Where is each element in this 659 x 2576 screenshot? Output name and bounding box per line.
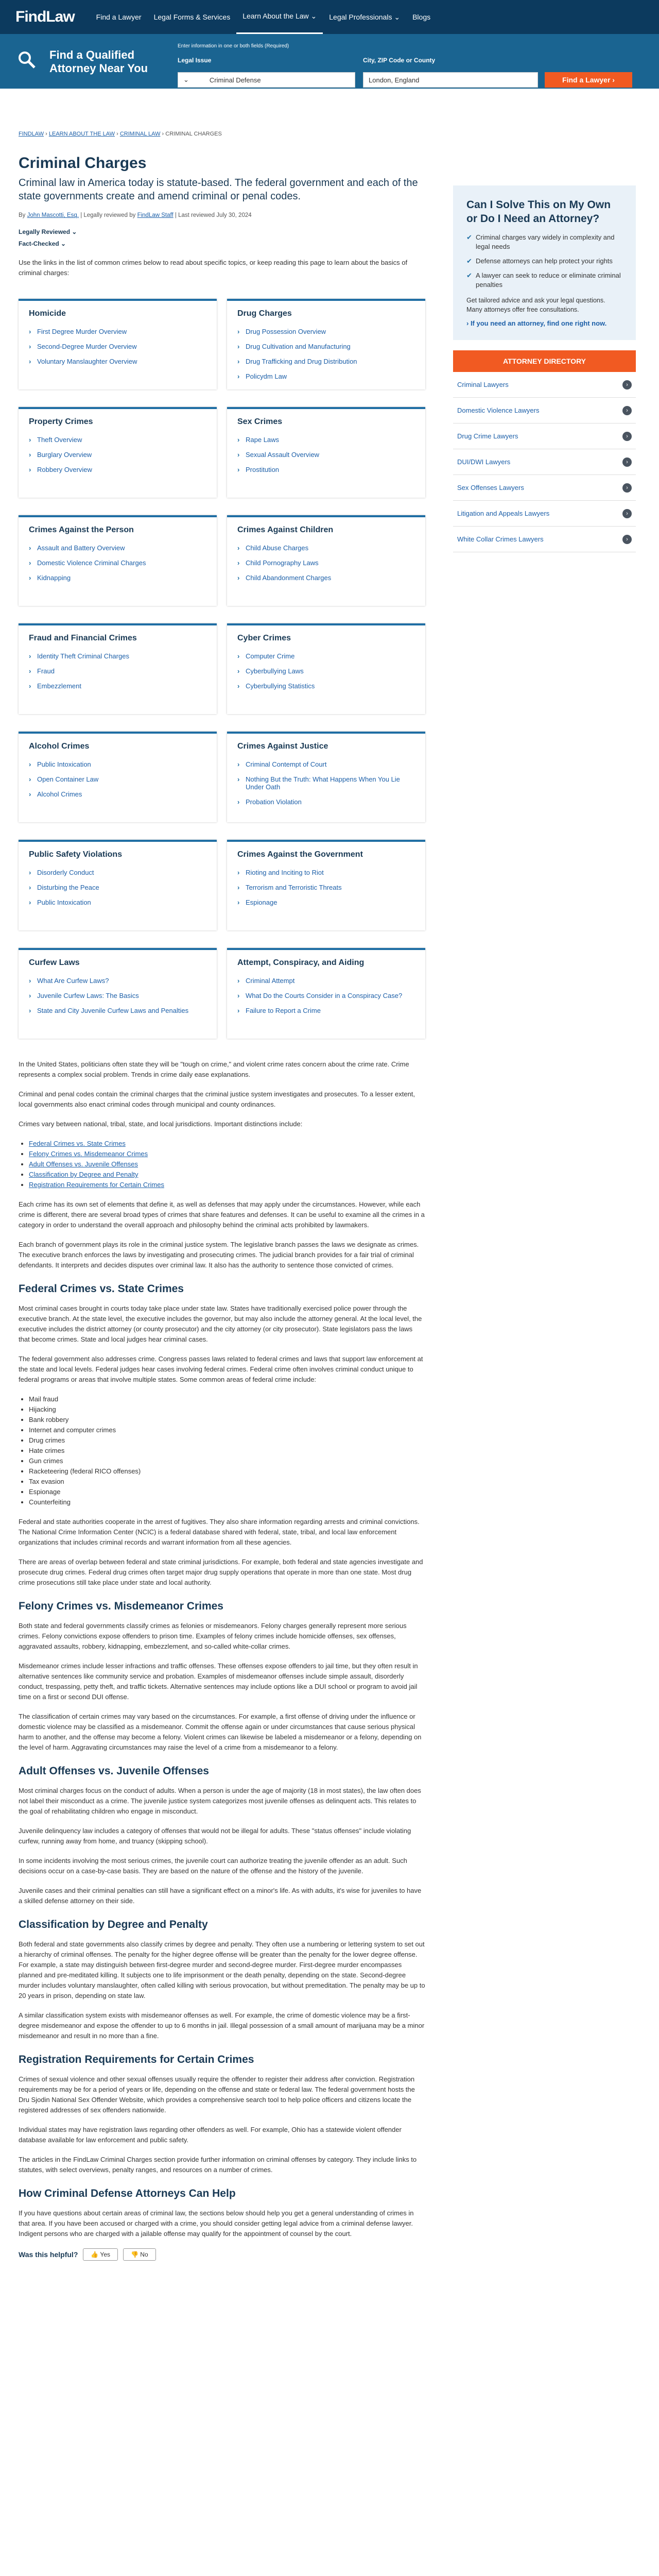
category-link[interactable]: Public Intoxication	[37, 760, 91, 768]
category-link[interactable]: Domestic Violence Criminal Charges	[37, 559, 146, 567]
nav-find-lawyer[interactable]: Find a Lawyer	[96, 13, 142, 21]
category-link[interactable]: Public Intoxication	[37, 899, 91, 906]
category-link[interactable]: Theft Overview	[37, 436, 82, 444]
list-item: • Drug crimes	[29, 1435, 425, 1446]
attorney-directory-list	[453, 372, 636, 552]
category-card	[227, 732, 425, 822]
list-item	[237, 343, 415, 350]
list-item	[29, 559, 206, 567]
category-link[interactable]: Probation Violation	[246, 798, 302, 806]
list-item: • Espionage	[29, 1487, 425, 1497]
list-item: • Bank robbery	[29, 1415, 425, 1425]
category-title: Curfew Laws	[29, 958, 80, 967]
category-link[interactable]: Identity Theft Criminal Charges	[37, 652, 129, 660]
paragraph: Criminal and penal codes contain the criminal charges that the criminal justice system investigates and prosecutes. To a lesser extent, local governments also enact criminal codes through municipal and county ordinances.	[19, 1090, 415, 1108]
paragraph: There are areas of overlap between federal and state criminal jurisdictions. For example, both federal and state agencies investigate and prosecute drug crimes. Federal drug crimes often target major drug supply operations that operate in more than one state. Most drug crime prosecutions still take place under state and local authority.	[19, 1558, 423, 1586]
thumbs-up-button[interactable]: 👍 Yes	[83, 2248, 118, 2261]
chevron-right-icon: ›	[622, 483, 632, 493]
location-label: City, ZIP Code or County	[363, 57, 436, 64]
toc-link[interactable]: Adult Offenses vs. Juvenile Offenses	[29, 1160, 138, 1168]
category-title: Public Safety Violations	[29, 850, 123, 859]
category-links	[29, 652, 206, 690]
category-title: Drug Charges	[237, 309, 292, 318]
paragraph: Both federal and state governments also classify crimes by degree and penalty. They often use a numbering or lettering system to set out a hierarchy of criminal offenses. The penalty for the higher degree offense will be greater than the penalty for the lower degree offense. For example, a state may distinguish between first-degree murder and second-degree murder. First-degree murder encompasses planned and pre-meditated killing. It subjects one to life imprisonment or the death penalty, depending on the state. Second-degree murder includes voluntary manslaughter, often called killing with serious provocation, but without premeditation. The penalty may be up to 20 years in prison, depending on state law.	[19, 1940, 425, 1999]
category-links	[237, 328, 415, 380]
chevron-right-icon: ›	[622, 380, 632, 389]
list-item	[237, 466, 415, 473]
category-card	[227, 299, 425, 389]
nav-legal-professionals[interactable]: Legal Professionals ⌄	[329, 12, 401, 21]
category-links	[237, 544, 415, 582]
category-card	[19, 407, 217, 498]
list-item	[237, 682, 415, 690]
list-item	[237, 977, 415, 985]
category-link[interactable]: Nothing But the Truth: What Happens When You Lie Under Oath	[246, 775, 400, 791]
paragraph: The articles in the FindLaw Criminal Charges section provide further information on criminal offenses by category. They include links to statutes, with select overviews, penalty ranges, and resources on a number of crimes.	[19, 2156, 417, 2174]
category-card	[19, 623, 217, 714]
main-nav	[90, 0, 437, 34]
list-item: • Racketeering (federal RICO offenses)	[29, 1466, 425, 1477]
directory-link[interactable]: DUI/DWI Lawyers	[457, 458, 511, 466]
list-item	[237, 559, 415, 567]
category-link[interactable]: What Are Curfew Laws?	[37, 977, 109, 985]
list-item: • Hijacking	[29, 1404, 425, 1415]
category-title: Homicide	[29, 309, 66, 318]
category-card	[19, 732, 217, 822]
breadcrumb-learn[interactable]: LEARN ABOUT THE LAW	[48, 131, 115, 137]
feedback-question: Was this helpful?	[19, 2250, 78, 2259]
category-links	[29, 544, 206, 582]
nav-blogs[interactable]: Blogs	[412, 13, 431, 21]
byline-prefix: By	[19, 212, 26, 218]
category-card	[227, 948, 425, 1039]
paragraph: Each branch of government plays its role in the criminal justice system. The legislative branch passes the laws we designate as crimes. The executive branch enforces the laws by investigating and prosecuting crimes. The judicial branch provides for a fair trial of criminal defendants. It interprets and decides disputes over criminal law. It also has the authority to sentence those convicted of crimes.	[19, 1241, 419, 1269]
list-item	[237, 436, 415, 444]
category-links	[29, 328, 206, 365]
paragraph: The classification of certain crimes may vary based on the circumstances. For example, a first offense of driving under the influence or domestic violence may be classified as a misdemeanor. Commit the offense again or under circumstances that cause serious physical harm to another, and the offense may become a felony. Violent crimes can likewise be labeled a misdemeanor or a felony, depending on the level of harm. Aggravating circumstances may raise the level of a crime from a misdemeanor to a felony.	[19, 1713, 422, 1751]
category-link[interactable]: Drug Cultivation and Manufacturing	[246, 343, 351, 350]
category-links	[29, 869, 206, 906]
list-item	[237, 544, 415, 552]
banner-help-text: Enter information in one or both fields (Required)	[178, 43, 289, 49]
paragraph: If you have questions about certain areas of criminal law, the sections below should help you get a general understanding of crimes in that area. If you have been accused or charged with a crime, you should consider getting legal advice from a criminal defense lawyer. Indigent persons who are charged with a jailable offense may qualify for the appointment of counsel by the court.	[19, 2209, 414, 2238]
section-heading: Registration Requirements for Certain Crimes	[19, 2054, 254, 2065]
category-card	[19, 299, 217, 389]
fact-checked-toggle[interactable]: Fact-Checked ⌄	[19, 240, 66, 247]
directory-link[interactable]: Domestic Violence Lawyers	[457, 406, 540, 414]
author-link[interactable]: John Mascotti, Esq.	[27, 212, 79, 218]
list-item	[237, 372, 415, 380]
category-link[interactable]: Kidnapping	[37, 574, 71, 582]
list-item	[237, 667, 415, 675]
category-link[interactable]: Alcohol Crimes	[37, 790, 82, 798]
category-link[interactable]: Criminal Attempt	[246, 977, 295, 985]
attorney-directory-heading: ATTORNEY DIRECTORY	[453, 350, 636, 372]
breadcrumb-findlaw[interactable]: FINDLAW	[19, 131, 44, 137]
list-item	[29, 328, 206, 335]
category-title: Crimes Against Children	[237, 526, 334, 534]
page-title: Criminal Charges	[19, 155, 147, 172]
check-item: ✔ Criminal charges vary widely in complexity and legal needs	[466, 233, 622, 251]
category-card	[227, 515, 425, 606]
chevron-down-icon: ⌄	[183, 76, 189, 83]
paragraph: Juvenile delinquency law includes a category of offenses that would not be illegal for adults. These "status offenses" include violating curfew, running away from home, and truancy (skipping school).	[19, 1827, 411, 1845]
list-item	[29, 869, 206, 876]
paragraph: The federal government also addresses crime. Congress passes laws related to federal crimes and laws that support law enforcement at the state and local levels. Federal judges hear cases involving federal crimes. Federal crime often involves criminal conduct unique to federal programs or areas that involve multiple states. Some common areas of federal crime include:	[19, 1355, 423, 1383]
category-title: Sex Crimes	[237, 417, 283, 426]
check-item: ✔ Defense attorneys can help protect your rights	[466, 257, 622, 266]
list-item	[237, 798, 415, 806]
list-item	[29, 343, 206, 350]
category-link[interactable]: Fraud	[37, 667, 55, 675]
category-link[interactable]: Second-Degree Murder Overview	[37, 343, 137, 350]
category-link[interactable]: Rioting and Inciting to Riot	[246, 869, 324, 876]
list-item	[237, 451, 415, 459]
directory-item[interactable]	[453, 475, 636, 501]
list-item	[29, 574, 206, 582]
legal-issue-select[interactable]	[178, 72, 355, 88]
category-card	[227, 840, 425, 930]
list-item	[29, 884, 206, 891]
list-item	[237, 358, 415, 365]
list-item	[237, 574, 415, 582]
category-link[interactable]: Policydm Law	[246, 372, 287, 380]
category-links	[237, 760, 415, 806]
section-heading: Felony Crimes vs. Misdemeanor Crimes	[19, 1600, 223, 1612]
find-attorney-link[interactable]: › If you need an attorney, find one right now.	[466, 319, 607, 327]
paragraph: A similar classification system exists with misdemeanor offenses as well. For example, the crime of domestic violence may be a first-degree misdemeanor and expose the offender to up to 6 months in jail. Illegal possession of a small amount of marijuana may be a minor misdemeanor and result in no more than a fine.	[19, 2011, 425, 2040]
category-link[interactable]: Robbery Overview	[37, 466, 92, 473]
category-links	[237, 436, 415, 473]
legally-reviewed-toggle[interactable]: Legally Reviewed ⌄	[19, 228, 77, 235]
paragraph: Misdemeanor crimes include lesser infractions and traffic offenses. These offenses expose offenders to jail time, but they often result in alternative sentences like community service and probation. Examples of misdemeanor offenses include simple assault, disorderly conduct, trespassing, petty theft, and traffic tickets. Alternative sentences may include options like a DUI school or program to avoid jail time on a first or second DUI offense.	[19, 1662, 418, 1701]
category-link[interactable]: Open Container Law	[37, 775, 99, 783]
check-item: ✔ A lawyer can seek to reduce or eliminate criminal penalties	[466, 271, 622, 290]
list-item	[237, 899, 415, 906]
thumbs-down-button[interactable]: 👎 No	[123, 2248, 156, 2261]
list-item	[29, 790, 206, 798]
breadcrumb-criminal-law[interactable]: CRIMINAL LAW	[119, 131, 161, 137]
paragraph: Crimes of sexual violence and other sexual offenses usually require the offender to register their address after conviction. Registration requirements may be for a period of years or life, depending on the offense and state or federal law. The federal government hosts the Dru Sjodin National Sex Offender Website, which provides a comprehensive search tool to help police officers and citizens locate the registered addresses of sex offenders nationwide.	[19, 2075, 415, 2114]
category-card	[19, 515, 217, 606]
section-heading: Classification by Degree and Penalty	[19, 1919, 208, 1930]
list-item	[237, 1007, 415, 1014]
category-links	[29, 977, 206, 1014]
sidebar	[453, 185, 636, 552]
category-link[interactable]: Cyberbullying Laws	[246, 667, 304, 675]
category-links	[29, 760, 206, 798]
article-body	[19, 1059, 425, 2261]
directory-item[interactable]	[453, 372, 636, 398]
search-icon	[18, 50, 36, 69]
category-link[interactable]: Voluntary Manslaughter Overview	[37, 358, 137, 365]
list-item	[29, 466, 206, 473]
category-link[interactable]: Drug Trafficking and Drug Distribution	[246, 358, 357, 365]
category-title: Crimes Against the Person	[29, 526, 134, 534]
category-link[interactable]: Child Abandonment Charges	[246, 574, 332, 582]
category-link[interactable]: Disturbing the Peace	[37, 884, 99, 891]
list-item	[237, 992, 415, 999]
location-input[interactable]: London, England	[363, 72, 538, 88]
directory-link[interactable]: White Collar Crimes Lawyers	[457, 535, 544, 543]
breadcrumb: FINDLAW › LEARN ABOUT THE LAW › CRIMINAL LAW › CRIMINAL CHARGES	[19, 131, 222, 137]
chevron-right-icon: ›	[622, 457, 632, 467]
byline	[19, 212, 425, 218]
list-item: • Tax evasion	[29, 1477, 425, 1487]
category-link[interactable]: Child Pornography Laws	[246, 559, 319, 567]
list-item	[237, 775, 415, 791]
paragraph: Both state and federal governments classify crimes as felonies or misdemeanors. Felony charges generally represent more serious crimes. Felony convictions expose offenders to prison time. Examples of felony crimes include homicide offenses, sex offenses, aggravated assaults, robbery, kidnapping, embezzlement, and so-called white-collar crimes.	[19, 1622, 407, 1650]
paragraph: Most criminal cases brought in courts today take place under state law. States have traditionally exercised police power through the executive branch. At the state level, the executive includes the governor, but may also include the attorney general. At the local level, the executive includes the district attorney (or county prosecutor) and the city attorney (or city prosecutor). State legislators pass the laws that become crimes. State and local judges hear criminal cases.	[19, 1304, 422, 1343]
list-item: • Internet and computer crimes	[29, 1425, 425, 1435]
category-links	[237, 652, 415, 690]
paragraph: Federal and state authorities cooperate in the arrest of fugitives. They also share information regarding arrests and criminal convictions. The National Crime Information Center (NCIC) is a federal database shared with federal, state, tribal, and local law enforcement organizations that includes criminal records and warrant information from all these agencies.	[19, 1518, 420, 1546]
article-lead: Criminal law in America today is statute-based. The federal government and each of the state governments create and amend criminal or penal codes.	[19, 177, 418, 202]
self-help-box	[453, 185, 636, 340]
directory-item[interactable]	[453, 423, 636, 449]
category-link[interactable]: Burglary Overview	[37, 451, 92, 459]
chevron-right-icon: ›	[622, 432, 632, 441]
list-item	[29, 682, 206, 690]
list-item: • Hate crimes	[29, 1446, 425, 1456]
reviewer-link[interactable]: FindLaw Staff	[137, 212, 174, 218]
byline-mid: | Legally reviewed by	[80, 212, 136, 218]
category-title: Crimes Against the Government	[237, 850, 363, 859]
category-card	[19, 948, 217, 1039]
list-item	[29, 544, 206, 552]
category-links	[29, 436, 206, 473]
chevron-right-icon: ›	[622, 535, 632, 544]
paragraph: In the United States, politicians often state they will be "tough on crime," and violent crime rates concern about the crime rate. Crime represents a complex social problem. Trends in crime daily ease explanations.	[19, 1060, 409, 1078]
paragraph: Each crime has its own set of elements that define it, as well as defenses that may apply under the circumstances. However, while each crime is different, there are several broad types of crimes that share features and defenses. It can be useful to examine all the crimes in a category in order to understand the overall approach and philosophy behind the criminal acts prohibited by lawmakers.	[19, 1200, 425, 1229]
category-title: Cyber Crimes	[237, 634, 291, 642]
list-item: • Counterfeiting	[29, 1497, 425, 1507]
list-item	[29, 1007, 206, 1014]
list-item	[237, 884, 415, 891]
directory-item[interactable]	[453, 527, 636, 552]
directory-item[interactable]	[453, 398, 636, 423]
paragraph: Individual states may have registration laws regarding other offenders as well. For example, Ohio has a statewide violent offender database available for law enforcement and public safety.	[19, 2126, 402, 2144]
legal-issue-label: Legal Issue	[178, 57, 212, 64]
list-item	[29, 436, 206, 444]
list-item	[237, 760, 415, 768]
findlaw-logo[interactable]: FindLaw	[15, 8, 75, 25]
federal-crimes-list	[29, 1394, 425, 1507]
byline-date: | Last reviewed July 30, 2024	[175, 212, 252, 218]
list-item	[29, 667, 206, 675]
legal-issue-value: Criminal Defense	[209, 76, 261, 84]
category-link[interactable]: Sexual Assault Overview	[246, 451, 320, 459]
directory-item[interactable]	[453, 449, 636, 475]
crime-category-grid	[19, 299, 425, 1039]
list-item	[237, 328, 415, 335]
category-card	[227, 407, 425, 498]
directory-link[interactable]: Sex Offenses Lawyers	[457, 484, 524, 492]
list-item	[29, 358, 206, 365]
category-links	[237, 869, 415, 906]
category-link[interactable]: Prostitution	[246, 466, 280, 473]
category-title: Fraud and Financial Crimes	[29, 634, 137, 642]
list-item	[29, 652, 206, 660]
directory-link[interactable]: Drug Crime Lawyers	[457, 432, 518, 440]
list-item	[29, 760, 206, 768]
list-item	[29, 899, 206, 906]
list-item	[237, 869, 415, 876]
article	[19, 155, 425, 2261]
category-link[interactable]: What Do the Courts Consider in a Conspiracy Case?	[246, 992, 403, 999]
nav-legal-forms[interactable]: Legal Forms & Services	[153, 13, 231, 21]
directory-link[interactable]: Litigation and Appeals Lawyers	[457, 510, 550, 517]
category-link[interactable]: Child Abuse Charges	[246, 544, 309, 552]
category-links	[237, 977, 415, 1014]
feedback-widget	[19, 2248, 425, 2261]
category-card	[227, 623, 425, 714]
chevron-right-icon: ›	[622, 509, 632, 518]
category-title: Attempt, Conspiracy, and Aiding	[237, 958, 365, 967]
nav-learn-law[interactable]: Learn About the Law ⌄	[236, 0, 323, 34]
toc-link[interactable]: Classification by Degree and Penalty	[29, 1171, 138, 1178]
category-title: Property Crimes	[29, 417, 93, 426]
paragraph: In some incidents involving the most serious crimes, the juvenile court can authorize treating the juvenile offender as an adult. Such decisions occur on a case-by-case basis. They are based on the nature of the offense and the history of the juvenile.	[19, 1857, 407, 1875]
category-link[interactable]: Disorderly Conduct	[37, 869, 94, 876]
category-link[interactable]: Assault and Battery Overview	[37, 544, 125, 552]
article-intro: Use the links in the list of common crimes below to read about specific topics, or keep reading this page to learn about the basics of criminal charges:	[19, 259, 408, 277]
find-lawyer-button[interactable]: Find a Lawyer ›	[545, 72, 632, 88]
category-link[interactable]: Juvenile Curfew Laws: The Basics	[37, 992, 139, 999]
category-link[interactable]: Failure to Report a Crime	[246, 1007, 321, 1014]
category-link[interactable]: Rape Laws	[246, 436, 280, 444]
category-link[interactable]: Criminal Contempt of Court	[246, 760, 327, 768]
paragraph: Juvenile cases and their criminal penalties can still have a significant effect on a minor's life. As with adults, it's wise for juveniles to have a skilled defense attorney on their side.	[19, 1887, 422, 1905]
sidebar-title: Can I Solve This on My Own or Do I Need an Attorney?	[466, 199, 611, 225]
section-heading: Adult Offenses vs. Juvenile Offenses	[19, 1765, 209, 1777]
list-item	[29, 775, 206, 783]
breadcrumb-current: CRIMINAL CHARGES	[165, 131, 222, 137]
list-item: • Gun crimes	[29, 1456, 425, 1466]
list-item	[237, 652, 415, 660]
category-link[interactable]: Drug Possession Overview	[246, 328, 326, 335]
directory-link[interactable]: Criminal Lawyers	[457, 381, 509, 388]
category-link[interactable]: State and City Juvenile Curfew Laws and Penalties	[37, 1007, 189, 1014]
category-link[interactable]: First Degree Murder Overview	[37, 328, 127, 335]
category-title: Alcohol Crimes	[29, 742, 90, 751]
toc-link[interactable]: Registration Requirements for Certain Crimes	[29, 1181, 164, 1189]
list-item	[29, 451, 206, 459]
list-item	[29, 977, 206, 985]
category-link[interactable]: Embezzlement	[37, 682, 81, 690]
top-navbar	[0, 0, 659, 34]
list-item: • Mail fraud	[29, 1394, 425, 1404]
toc-link[interactable]: Felony Crimes vs. Misdemeanor Crimes	[29, 1150, 148, 1158]
chevron-right-icon: ›	[622, 406, 632, 415]
paragraph: Most criminal charges focus on the conduct of adults. When a person is under the age of majority (18 in most states), the law often does not label their misconduct as a crime. The juvenile justice system categorizes most juvenile offenses as delinquent acts. This relates to the goal of rehabilitating children who engage in misconduct.	[19, 1787, 421, 1815]
sidebar-text: Get tailored advice and ask your legal questions. Many attorneys offer free consultations.	[466, 297, 605, 313]
directory-item[interactable]	[453, 501, 636, 527]
toc-link[interactable]: Federal Crimes vs. State Crimes	[29, 1140, 126, 1147]
category-card	[19, 840, 217, 930]
category-link[interactable]: Cyberbullying Statistics	[246, 682, 315, 690]
section-heading: Federal Crimes vs. State Crimes	[19, 1283, 184, 1295]
category-link[interactable]: Computer Crime	[246, 652, 295, 660]
list-item	[29, 992, 206, 999]
category-title: Crimes Against Justice	[237, 742, 328, 751]
table-of-contents	[29, 1139, 425, 1190]
category-link[interactable]: Espionage	[246, 899, 278, 906]
category-link[interactable]: Terrorism and Terroristic Threats	[246, 884, 342, 891]
section-heading: How Criminal Defense Attorneys Can Help	[19, 2188, 236, 2199]
paragraph: Crimes vary between national, tribal, state, and local jurisdictions. Important distinctions include:	[19, 1120, 303, 1128]
banner-title: Find a Qualified Attorney Near You	[49, 48, 148, 75]
